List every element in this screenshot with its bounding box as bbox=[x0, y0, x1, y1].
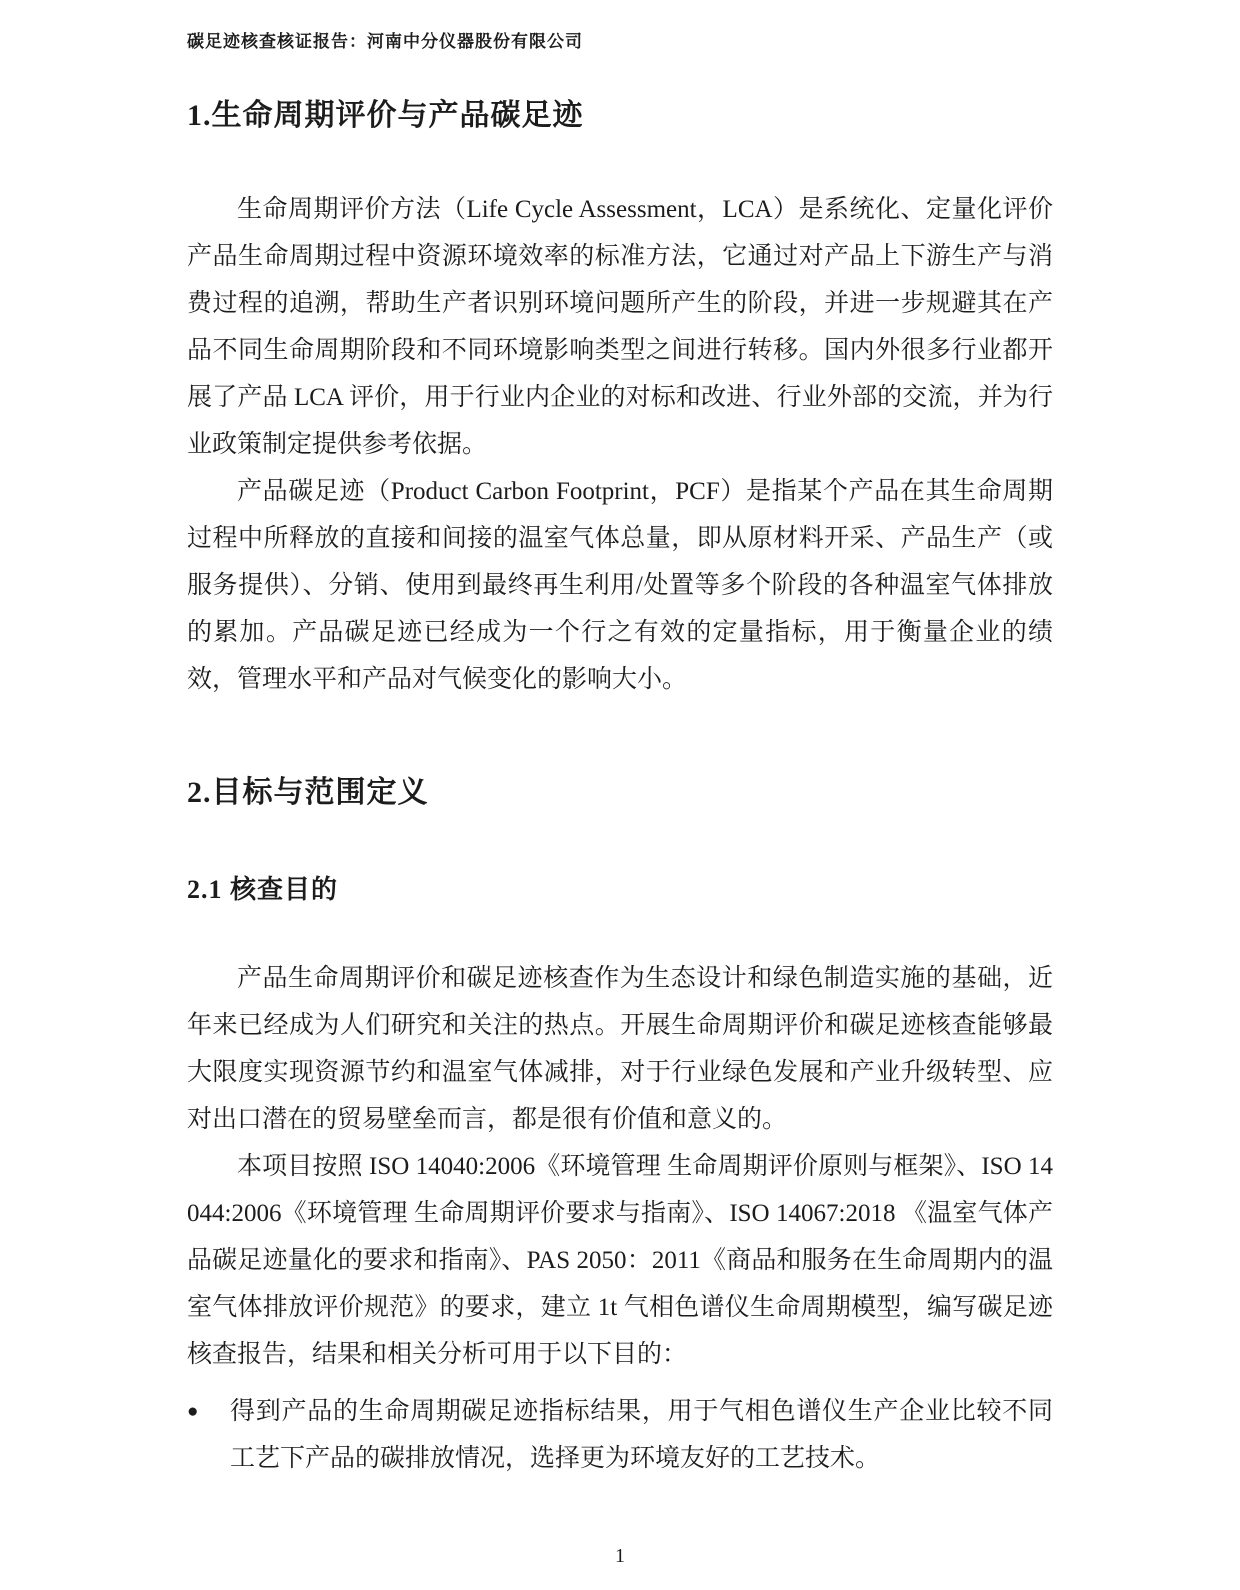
page-number: 1 bbox=[615, 1545, 625, 1567]
running-header-text: 碳足迹核查核证报告：河南中分仪器股份有限公司 bbox=[187, 32, 583, 51]
paragraph-verification-purpose: 产品生命周期评价和碳足迹核查作为生态设计和绿色制造实施的基础，近年来已经成为人们研究和关注的热点。开展生命周期评价和碳足迹核查能够最大限度实现资源节约和温室气体减排，对于行业绿色发展和产业升级转型、应对出口潜在的贸易壁垒而言，都是很有价值和意义的。 bbox=[187, 965, 1053, 1133]
page-header bbox=[187, 30, 1053, 54]
paragraph-lca-definition: 生命周期评价方法（Life Cycle Assessment，LCA）是系统化、定量化评价产品生命周期过程中资源环境效率的标准方法，它通过对产品上下游生产与消费过程的追溯，帮助生产者识别环境问题所产生的阶段，并进一步规避其在产品不同生命周期阶段和不同环境影响类型之间进行转移。国内外很多行业都开展了产品 LCA 评价，用于行业内企业的对标和改进、行业外部的交流，并为行业政策制定提供参考依据。 bbox=[187, 196, 1053, 458]
paragraph-pcf-definition: 产品碳足迹（Product Carbon Footprint，PCF）是指某个产品在其生命周期过程中所释放的直接和间接的温室气体总量，即从原材料开采、产品生产（或服务提供）、分销、使用到最终再生利用/处置等多个阶段的各种温室气体排放的累加。产品碳足迹已经成为一个行之有效的定量指标，用于衡量企业的绩效，管理水平和产品对气候变化的影响大小。 bbox=[187, 478, 1053, 693]
section-2-1-heading: 2.1 核查目的 bbox=[187, 875, 339, 904]
bullet-item-text: 得到产品的生命周期碳足迹指标结果，用于气相色谱仪生产企业比较不同工艺下产品的碳排放情况，选择更为环境友好的工艺技术。 bbox=[230, 1398, 1053, 1472]
paragraph-standards-reference: 本项目按照 ISO 14040:2006《环境管理 生命周期评价原则与框架》、ISO 14044:2006《环境管理 生命周期评价要求与指南》、ISO 14067:2018 《温室气体产品碳足迹量化的要求和指南》、PAS 2050：2011《商品和服务在生命周期内的温室气体排放评价规范》的要求，建立 1t 气相色谱仪生命周期模型，编写碳足迹核查报告，结果和相关分析可用于以下目的： bbox=[187, 1153, 1053, 1368]
page-footer bbox=[0, 1544, 1240, 1568]
list-item bbox=[187, 1388, 1053, 1482]
bullet-icon: ● bbox=[187, 1401, 199, 1422]
purpose-bullet-list bbox=[187, 1388, 1053, 1482]
section-2-heading: 2.目标与范围定义 bbox=[187, 776, 429, 809]
section-1-heading: 1.生命周期评价与产品碳足迹 bbox=[187, 99, 584, 132]
